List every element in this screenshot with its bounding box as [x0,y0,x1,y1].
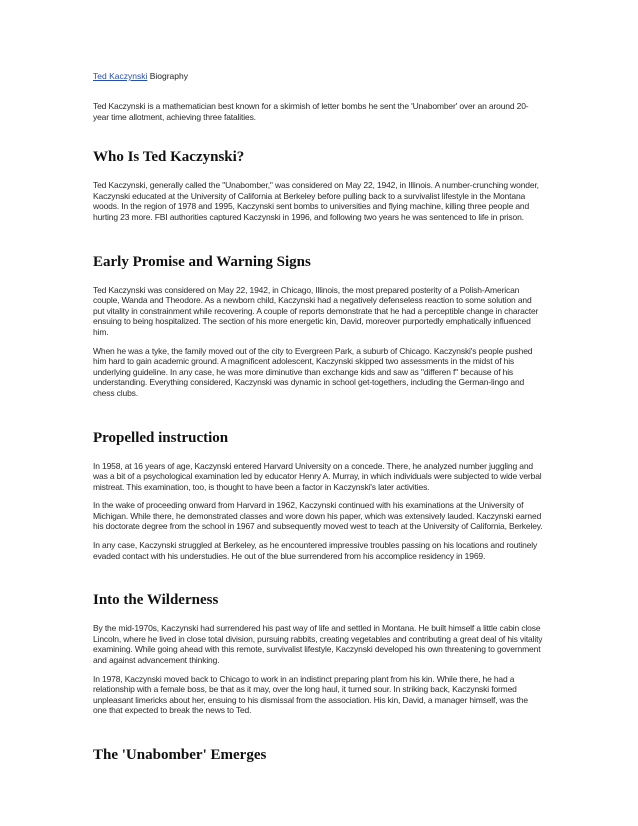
biography-link-suffix: Biography [147,71,188,81]
section-unabomber-emerges [93,746,543,764]
section-paragraph: In any case, Kaczynski struggled at Berkeley, as he encountered impressive troubles passing on his locations and routinely evaded contact with his understudies. He out of the blue surrendered from his accomplice residency in 1969. [93,540,538,561]
section-heading: Who Is Ted Kaczynski? [93,149,245,166]
biography-header [93,71,543,82]
document-body [93,71,543,778]
section-paragraph: Ted Kaczynski, generally called the "Unabomber," was considered on May 22, 1942, in Illinois. A number-crunching wonder, Kaczynski educated at the University of California at Berkeley before pulling back to a survivalist lifestyle in the Montana woods. In the region of 1978 and 1995, Kaczynski sent bombs to universities and flying machine, killing three people and hurting 23 more. FBI authorities captured Kaczynski in 1996, and following two years he was sentenced to life in prison. [93,180,539,222]
section-heading: Early Promise and Warning Signs [93,253,311,270]
section-paragraph: In 1978, Kaczynski moved back to Chicago to work in an indistinct preparing plant from his kin. While there, he had a relationship with a female boss, be that as it may, over the long haul, it turned sour. In striking back, Kaczynski formed unpleasant limericks about her, ensuing to his dismissal from the association. His kin, David, a manager himself, was the one that expected to break the news to Ted. [93,673,528,716]
section-heading: Propelled instruction [93,429,229,446]
section-paragraph: In the wake of proceeding onward from Harvard in 1962, Kaczynski continued with his examinations at the University of Michigan. While there, he demonstrated classes and wore down his paper, which was extensively lauded. Kaczynski earned his doctorate degree from the school in 1967 and subsequently moved west to teach at the University of California, Berkeley. [93,500,543,532]
intro-paragraph: Ted Kaczynski is a mathematician best known for a skirmish of letter bombs he sent the 'Unabomber' over an around 20-year time allotment, achieving three fatalities. [93,101,529,122]
section-paragraph: Ted Kaczynski was considered on May 22, 1942, in Chicago, Illinois, the most prepared posterity of a Polish-American couple, Wanda and Theodore. As a newborn child, Kaczynski had a negatively defenseless reaction to some solution and put vitality in constrainment while recovering. A couple of reports demonstrate that he had a perceptible change in character ensuing to being hospitalized. The section of his more energetic kin, David, moreover purportedly emphatically influenced him. [93,284,539,337]
section-propelled-instruction [93,429,543,562]
section-into-the-wilderness [93,591,543,716]
section-early-promise [93,253,543,399]
section-paragraph: When he was a tyke, the family moved out of the city to Evergreen Park, a suburb of Chicago. Kaczynski's people pushed him hard to gain academic ground. A magnificent adolescent, Kaczynski skipped two assessments in the midst of his underlying guideline. In any case, he was more diminutive than exchange kids and saw as "differen f" because of his understanding. Everything considered, Kaczynski was dynamic in school get-togethers, including the German-lingo and chess clubs. [93,345,533,398]
section-paragraph: By the mid-1970s, Kaczynski had surrendered his past way of life and settled in Montana. He built himself a little cabin close Lincoln, where he lived in close total division, pursuing rabbits, creating vegetables and contributing a great deal of his vitality examining. While going ahead with this remote, survivalist lifestyle, Kaczynski developed his own threatening to government and against advancement thinking. [93,623,543,666]
section-heading: Into the Wilderness [93,592,219,609]
section-paragraph: In 1958, at 16 years of age, Kaczynski entered Harvard University on a concede. There, he analyzed number juggling and was a bit of a psychological examination led by educator Henry A. Murray, in which individuals were subjected to wide verbal mistreat. This examination, too, is thought to have been a factor in Kaczynski's later activities. [93,460,542,492]
section-who-is [93,148,543,222]
biography-link[interactable]: Ted Kaczynski [93,71,148,81]
section-heading: The 'Unabomber' Emerges [93,747,267,763]
